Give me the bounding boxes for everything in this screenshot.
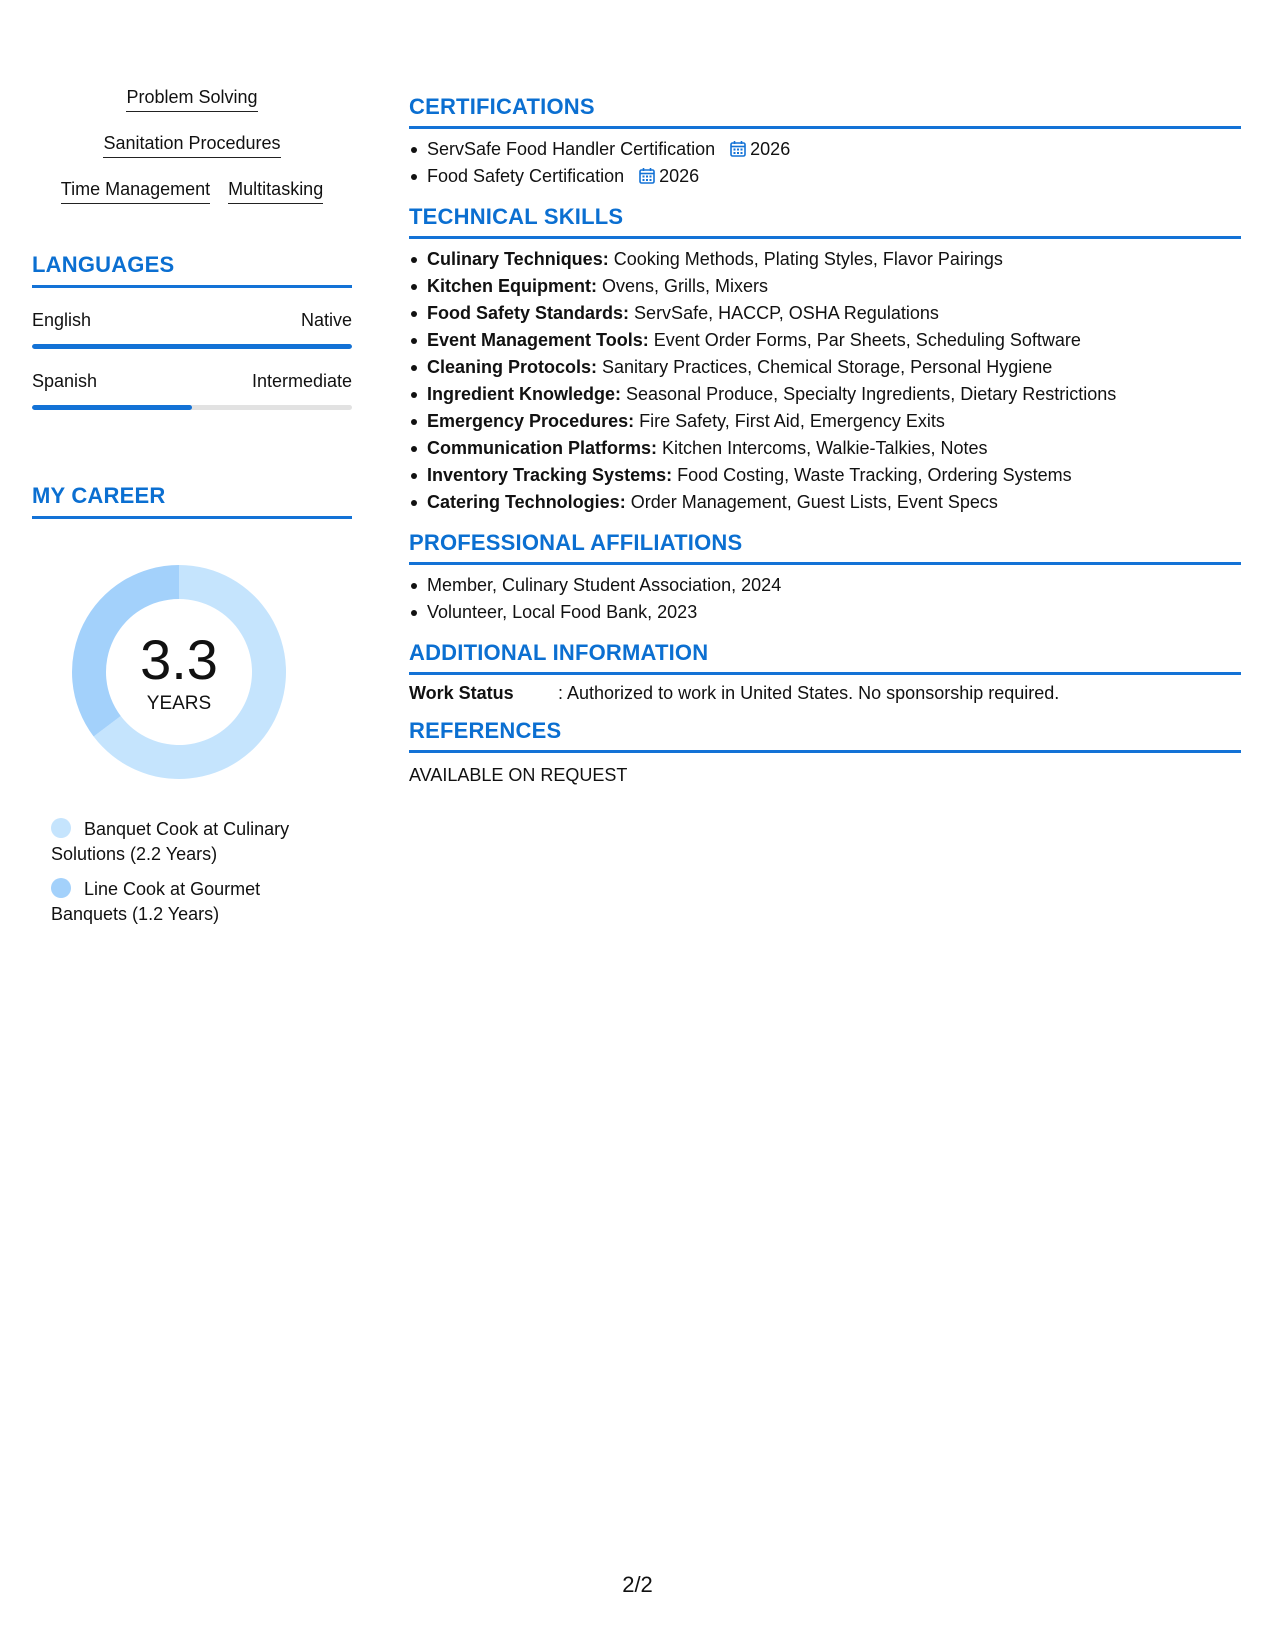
technical-skill-item: [409, 435, 1241, 462]
work-status-row: [409, 683, 1241, 704]
languages-section: [32, 252, 352, 410]
skill-values: ServSafe, HACCP, OSHA Regulations: [634, 303, 939, 323]
legend-swatch: [51, 818, 71, 838]
skill-category: Event Management Tools:: [427, 330, 649, 350]
section-divider: [409, 562, 1241, 565]
certification-item: [409, 136, 1241, 163]
calendar-icon: [730, 140, 746, 157]
technical-skills-list: [409, 246, 1241, 516]
skill-row: [32, 178, 352, 204]
legend-label: Banquet Cook at Culinary Solutions (2.2 Years): [51, 819, 290, 864]
language-level: Intermediate: [251, 371, 352, 391]
language-proficiency-bar: [32, 405, 352, 410]
language-proficiency-fill: [32, 405, 192, 410]
section-divider: [409, 126, 1241, 129]
technical-skill-item: [409, 462, 1241, 489]
language-row: [32, 310, 352, 331]
skill-tag: Problem Solving: [126, 86, 257, 112]
affiliations-list: [409, 572, 1241, 626]
skills-tags: [32, 86, 352, 204]
technical-skill-item: [409, 408, 1241, 435]
certification-name: Food Safety Certification: [427, 166, 625, 186]
skill-category: Food Safety Standards:: [427, 303, 630, 323]
skill-row: [32, 132, 352, 158]
career-donut-chart: [66, 559, 292, 785]
language-row: [32, 371, 352, 392]
right-column: [409, 94, 1241, 800]
section-title: TECHNICAL SKILLS: [409, 204, 624, 229]
section-divider: [409, 672, 1241, 675]
skill-category: Kitchen Equipment:: [427, 276, 597, 296]
technical-skill-item: [409, 327, 1241, 354]
skill-values: Ovens, Grills, Mixers: [602, 276, 769, 296]
technical-skills-section: [409, 204, 1241, 516]
references-section: [409, 718, 1241, 786]
technical-skill-item: [409, 354, 1241, 381]
language-item: [32, 371, 352, 410]
section-divider: [409, 236, 1241, 239]
skill-tag: Multitasking: [228, 178, 323, 204]
certification-year: 2026: [659, 166, 700, 186]
certification-name: ServSafe Food Handler Certification: [427, 139, 716, 159]
skill-values: Food Costing, Waste Tracking, Ordering Systems: [677, 465, 1072, 485]
skill-tag: Sanitation Procedures: [103, 132, 280, 158]
affiliation-item: Volunteer, Local Food Bank, 2023: [409, 599, 1241, 626]
page-number: 2/2: [622, 1572, 653, 1597]
legend-label: Line Cook at Gourmet Banquets (1.2 Years): [51, 879, 261, 924]
career-legend: [32, 817, 352, 927]
additional-information-section: [409, 640, 1241, 704]
section-title: ADDITIONAL INFORMATION: [409, 640, 709, 665]
language-item: [32, 310, 352, 349]
skill-values: Sanitary Practices, Chemical Storage, Personal Hygiene: [602, 357, 1053, 377]
skill-category: Culinary Techniques:: [427, 249, 609, 269]
language-proficiency-bar: [32, 344, 352, 349]
skill-values: Seasonal Produce, Specialty Ingredients, Dietary Restrictions: [626, 384, 1117, 404]
legend-swatch: [51, 878, 71, 898]
certification-list: [409, 136, 1241, 190]
skill-category: Communication Platforms:: [427, 438, 658, 458]
skill-values: Order Management, Guest Lists, Event Specs: [630, 492, 998, 512]
technical-skill-item: [409, 300, 1241, 327]
technical-skill-item: [409, 489, 1241, 516]
skill-values: Event Order Forms, Par Sheets, Scheduling Software: [653, 330, 1081, 350]
section-divider: [32, 285, 352, 288]
career-unit: YEARS: [146, 693, 212, 714]
work-status-value: : Authorized to work in United States. No sponsorship required.: [558, 683, 1060, 703]
section-title: LANGUAGES: [32, 252, 175, 277]
language-name: Spanish: [32, 371, 98, 391]
section-divider: [32, 516, 352, 519]
calendar-icon: [639, 167, 655, 184]
section-title: PROFESSIONAL AFFILIATIONS: [409, 530, 743, 555]
skill-values: Fire Safety, First Aid, Emergency Exits: [639, 411, 945, 431]
section-title: MY CAREER: [32, 483, 166, 508]
affiliation-item: Member, Culinary Student Association, 2024: [409, 572, 1241, 599]
certifications-section: [409, 94, 1241, 190]
skill-values: Kitchen Intercoms, Walkie-Talkies, Notes: [662, 438, 988, 458]
skill-category: Ingredient Knowledge:: [427, 384, 622, 404]
affiliations-section: [409, 530, 1241, 626]
section-title: REFERENCES: [409, 718, 562, 743]
legend-item: [51, 877, 311, 927]
legend-item: [51, 817, 311, 867]
career-total: 3.3: [140, 628, 218, 691]
section-title: CERTIFICATIONS: [409, 94, 595, 119]
skill-category: Cleaning Protocols:: [427, 357, 598, 377]
certification-year: 2026: [750, 139, 791, 159]
skill-category: Emergency Procedures:: [427, 411, 635, 431]
certification-item: [409, 163, 1241, 190]
work-status-label: Work Status: [409, 683, 514, 703]
skill-values: Cooking Methods, Plating Styles, Flavor Pairings: [613, 249, 1003, 269]
language-proficiency-fill: [32, 344, 352, 349]
language-name: English: [32, 310, 92, 330]
language-level: Native: [300, 310, 352, 330]
skill-category: Inventory Tracking Systems:: [427, 465, 673, 485]
skill-category: Catering Technologies:: [427, 492, 626, 512]
references-text: AVAILABLE ON REQUEST: [409, 765, 628, 785]
technical-skill-item: [409, 381, 1241, 408]
left-column: [32, 86, 352, 927]
technical-skill-item: [409, 246, 1241, 273]
skill-tag: Time Management: [61, 178, 210, 204]
skill-row: [32, 86, 352, 112]
section-divider: [409, 750, 1241, 753]
career-section: [32, 483, 352, 927]
technical-skill-item: [409, 273, 1241, 300]
